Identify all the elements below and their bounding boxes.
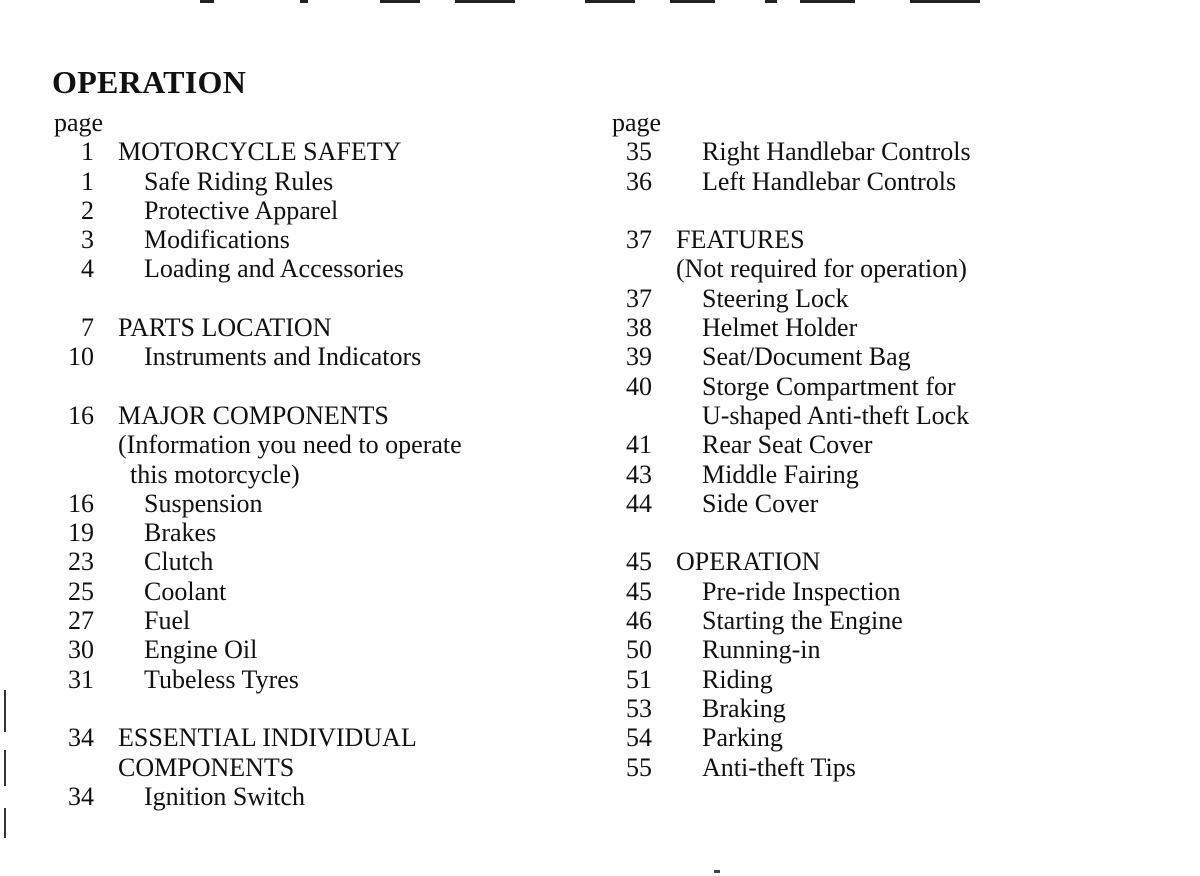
toc-entry bbox=[54, 430, 462, 460]
entry-title: Middle Fairing bbox=[702, 459, 859, 489]
toc-entry bbox=[612, 488, 819, 518]
toc-section-entry bbox=[54, 400, 389, 430]
page-number: 19 bbox=[68, 518, 94, 548]
section-spacer bbox=[612, 518, 661, 547]
toc-entry bbox=[612, 430, 873, 460]
entry-title: Brakes bbox=[144, 518, 217, 548]
entry-title: Right Handlebar Controls bbox=[702, 137, 971, 167]
page-number: 30 bbox=[68, 635, 94, 665]
entry-title: Side Cover bbox=[702, 488, 819, 518]
entry-title: Engine Oil bbox=[144, 635, 258, 665]
entry-title: Ignition Switch bbox=[144, 781, 306, 811]
entry-title: Instruments and Indicators bbox=[144, 342, 422, 372]
page-number: 16 bbox=[68, 400, 94, 430]
toc-entry bbox=[612, 723, 783, 753]
entry-title: Suspension bbox=[144, 488, 263, 518]
page-number: 39 bbox=[626, 342, 652, 372]
toc-entry bbox=[612, 166, 957, 196]
entry-title: Running-in bbox=[702, 635, 821, 665]
page-number: 35 bbox=[626, 137, 652, 167]
toc-section-entry bbox=[612, 225, 805, 255]
toc-entry bbox=[612, 283, 849, 313]
page-number: 54 bbox=[626, 723, 652, 753]
toc-entry bbox=[612, 254, 967, 284]
page-number: 27 bbox=[68, 606, 94, 636]
toc-entry bbox=[612, 693, 786, 723]
entry-title: ESSENTIAL INDIVIDUAL bbox=[118, 723, 417, 753]
entry-title: Riding bbox=[702, 664, 773, 694]
toc-list-right bbox=[612, 137, 971, 782]
entry-title: Storge Compartment for bbox=[702, 371, 956, 401]
entry-title: FEATURES bbox=[676, 225, 805, 255]
entry-title: MAJOR COMPONENTS bbox=[118, 400, 389, 430]
section-spacer bbox=[612, 196, 661, 225]
page-number: 34 bbox=[68, 781, 94, 811]
section-spacer bbox=[54, 372, 103, 401]
entry-title: MOTORCYCLE SAFETY bbox=[118, 137, 402, 167]
toc-entry bbox=[54, 195, 339, 225]
toc-entry bbox=[612, 576, 901, 606]
entry-title: Steering Lock bbox=[702, 283, 849, 313]
toc-section-entry bbox=[612, 547, 821, 577]
page-number: 37 bbox=[626, 283, 652, 313]
toc-entry bbox=[54, 459, 300, 489]
toc-entry bbox=[54, 342, 422, 372]
page-number: 46 bbox=[626, 606, 652, 636]
page-number: 45 bbox=[626, 576, 652, 606]
page-number: 3 bbox=[81, 225, 94, 255]
entry-title: Safe Riding Rules bbox=[144, 166, 334, 196]
toc-section-entry bbox=[54, 313, 332, 343]
page-column-header: page bbox=[612, 108, 662, 137]
page-column-header: page bbox=[54, 108, 104, 137]
page-number: 55 bbox=[626, 752, 652, 782]
toc-entry bbox=[54, 225, 290, 255]
toc-entry bbox=[612, 664, 773, 694]
entry-title: Left Handlebar Controls bbox=[702, 166, 957, 196]
toc-entry bbox=[54, 166, 334, 196]
entry-title: Parking bbox=[702, 723, 783, 753]
toc-entry bbox=[612, 371, 956, 401]
toc-entry bbox=[54, 488, 263, 518]
page-number: 45 bbox=[626, 547, 652, 577]
entry-title: Clutch bbox=[144, 547, 214, 577]
page-number: 38 bbox=[626, 313, 652, 343]
toc-entry bbox=[612, 752, 856, 782]
page-number: 34 bbox=[68, 723, 94, 753]
page-number: 51 bbox=[626, 664, 652, 694]
toc-entry bbox=[612, 400, 970, 430]
toc-column-right bbox=[612, 108, 971, 782]
toc-entry bbox=[612, 137, 971, 167]
page-number: 1 bbox=[81, 166, 94, 196]
toc-section-entry bbox=[54, 723, 417, 753]
toc-entry bbox=[612, 313, 858, 343]
page-number: 50 bbox=[626, 635, 652, 665]
page-number: 37 bbox=[626, 225, 652, 255]
toc-section-entry bbox=[54, 137, 402, 167]
section-spacer bbox=[54, 284, 103, 313]
page-number: 25 bbox=[68, 576, 94, 606]
page-number: 53 bbox=[626, 693, 652, 723]
page-number: 41 bbox=[626, 430, 652, 460]
binding-margin-marks bbox=[4, 690, 6, 840]
toc-entry bbox=[612, 342, 911, 372]
page-number: 10 bbox=[68, 342, 94, 372]
entry-title: OPERATION bbox=[676, 547, 821, 577]
entry-title: (Not required for operation) bbox=[676, 254, 967, 284]
toc-entry bbox=[612, 606, 903, 636]
entry-title: Tubeless Tyres bbox=[144, 664, 299, 694]
toc-entry bbox=[54, 576, 227, 606]
page-number: 16 bbox=[68, 488, 94, 518]
toc-entry bbox=[54, 254, 404, 284]
top-edge-fragment bbox=[200, 0, 1020, 8]
toc-entry bbox=[54, 752, 295, 782]
toc-entry bbox=[54, 606, 191, 636]
page-number: 7 bbox=[81, 313, 94, 343]
entry-title: Protective Apparel bbox=[144, 195, 339, 225]
page-number: 44 bbox=[626, 488, 652, 518]
toc-list-left bbox=[54, 137, 462, 811]
entry-title: Seat/Document Bag bbox=[702, 342, 911, 372]
toc-column-left bbox=[54, 108, 462, 811]
entry-title: (Information you need to operate bbox=[118, 430, 462, 460]
entry-title: COMPONENTS bbox=[118, 752, 295, 782]
toc-entry bbox=[612, 635, 821, 665]
entry-title: Modifications bbox=[144, 225, 290, 255]
page-number: 31 bbox=[68, 664, 94, 694]
page-number: 36 bbox=[626, 166, 652, 196]
section-spacer bbox=[54, 694, 103, 723]
entry-title: PARTS LOCATION bbox=[118, 313, 332, 343]
page-number: 1 bbox=[81, 137, 94, 167]
page-number: 43 bbox=[626, 459, 652, 489]
page-number: 40 bbox=[626, 371, 652, 401]
toc-entry bbox=[54, 664, 299, 694]
entry-title: Helmet Holder bbox=[702, 313, 858, 343]
toc-entry bbox=[54, 635, 258, 665]
page-number: 23 bbox=[68, 547, 94, 577]
entry-title: Starting the Engine bbox=[702, 606, 903, 636]
scan-speck bbox=[714, 870, 720, 873]
toc-entry bbox=[612, 459, 859, 489]
page-title: OPERATION bbox=[52, 64, 247, 100]
entry-title: Coolant bbox=[144, 576, 227, 606]
page-number: 4 bbox=[81, 254, 94, 284]
entry-title: Fuel bbox=[144, 606, 191, 636]
toc-entry bbox=[54, 547, 214, 577]
entry-title: Braking bbox=[702, 693, 786, 723]
entry-title: Anti-theft Tips bbox=[702, 752, 856, 782]
entry-title: this motorcycle) bbox=[130, 459, 300, 489]
entry-title: Loading and Accessories bbox=[144, 254, 404, 284]
entry-title: Pre-ride Inspection bbox=[702, 576, 901, 606]
entry-title: U-shaped Anti-theft Lock bbox=[702, 400, 970, 430]
page-number: 2 bbox=[81, 195, 94, 225]
toc-entry bbox=[54, 781, 306, 811]
entry-title: Rear Seat Cover bbox=[702, 430, 873, 460]
toc-entry bbox=[54, 518, 217, 548]
